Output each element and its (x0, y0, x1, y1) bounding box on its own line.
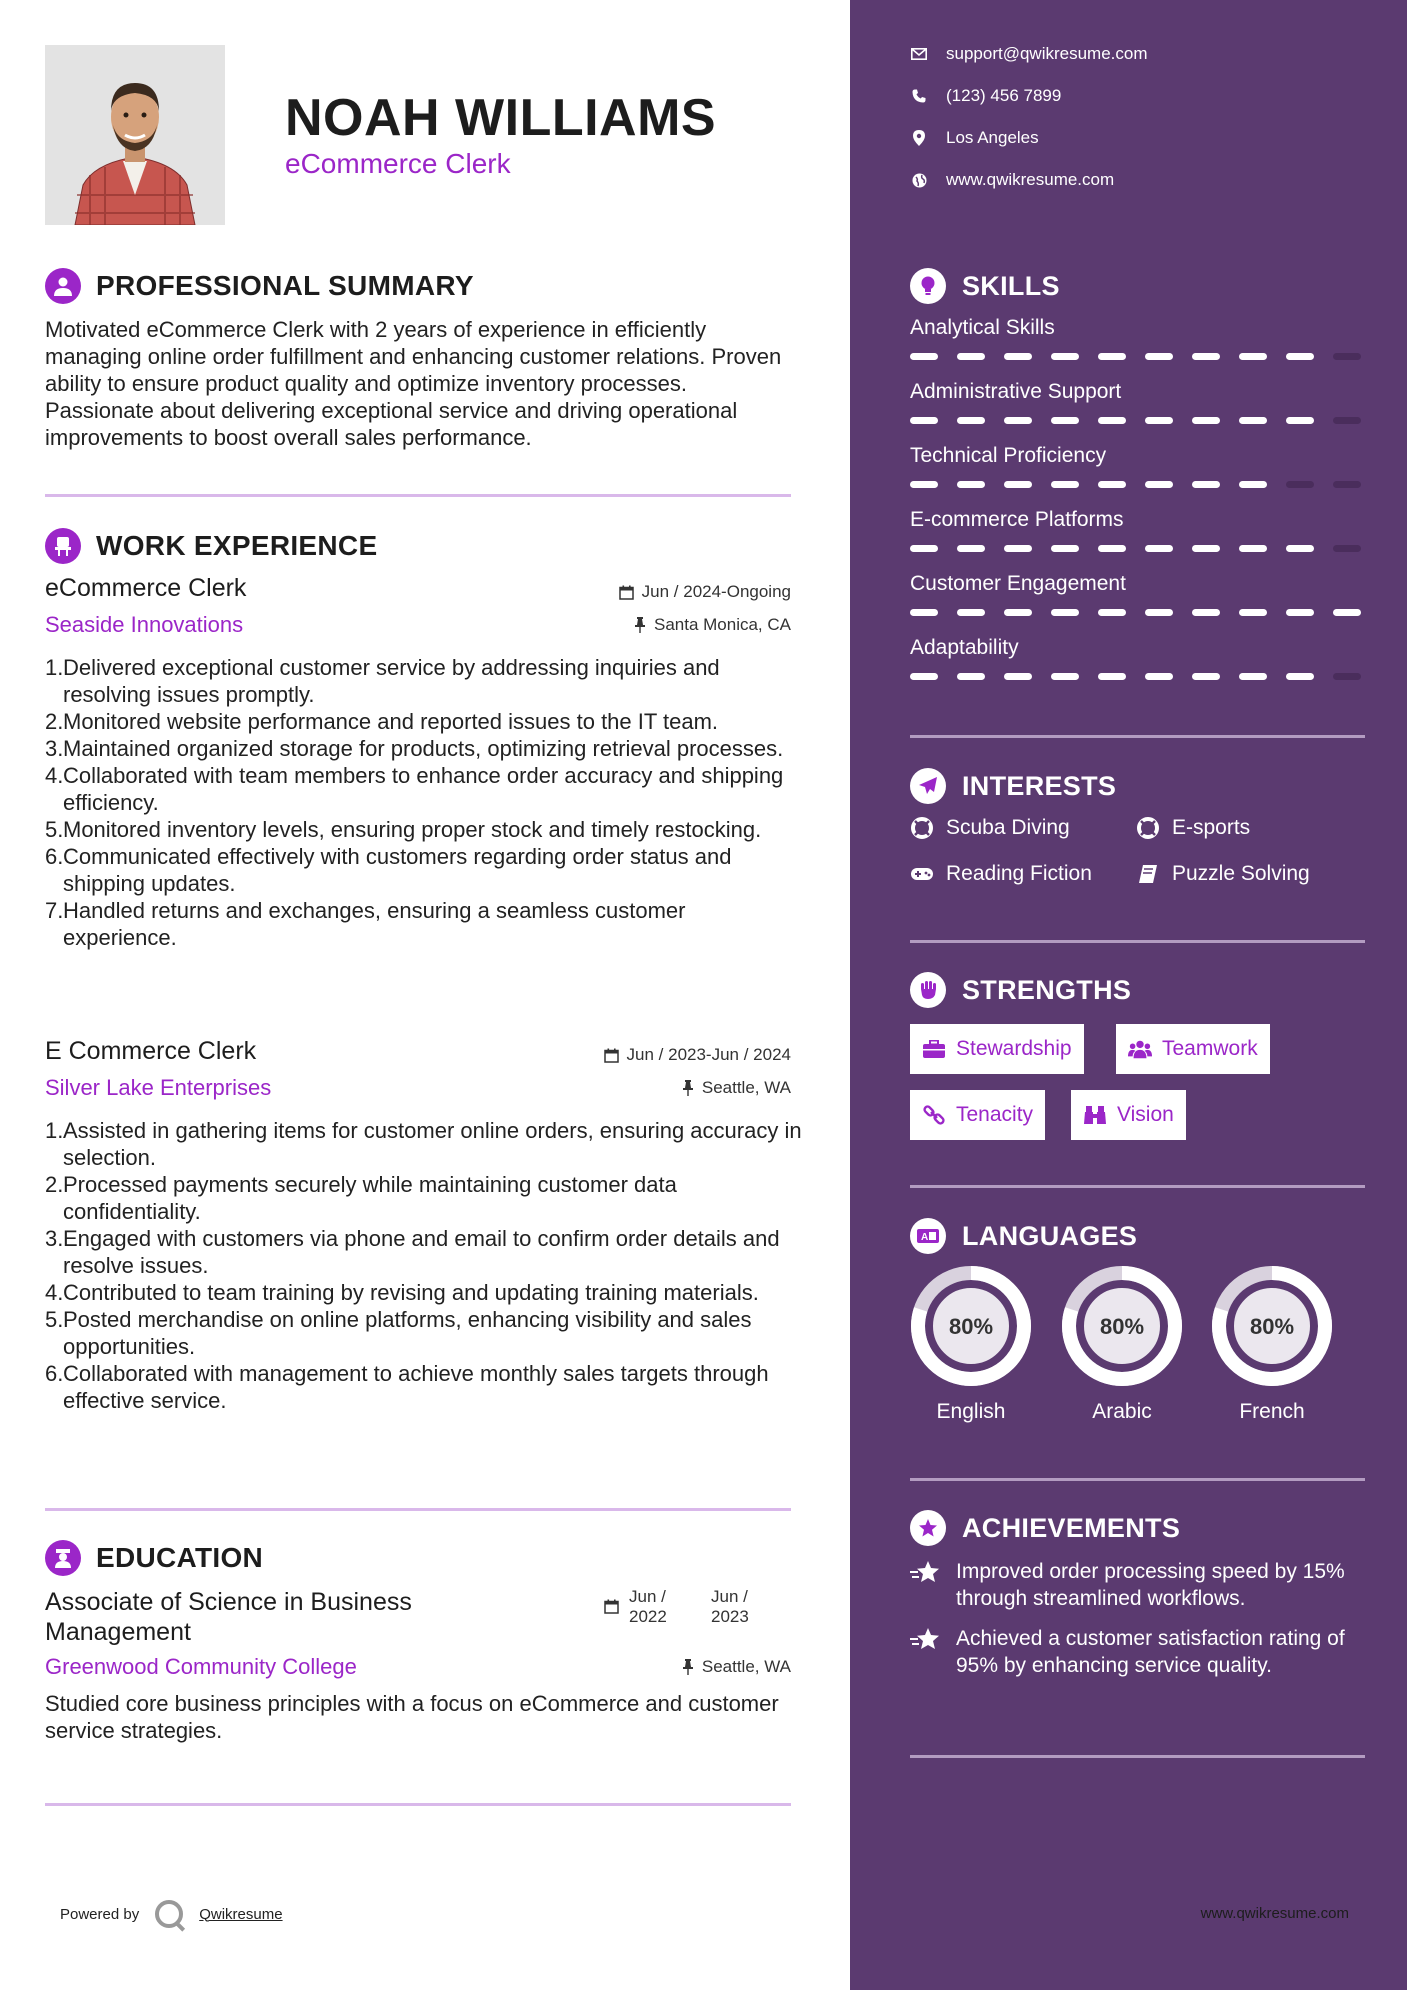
contact-email-text: support@qwikresume.com (946, 44, 1148, 63)
skill-level-dash (1286, 417, 1314, 424)
education-header (45, 1540, 263, 1576)
language-name: English (936, 1400, 1006, 1423)
envelope-icon (910, 45, 928, 63)
skill-level-dash (1192, 481, 1220, 488)
skill-level-dash (1333, 673, 1361, 680)
skill-level-dash (1239, 481, 1267, 488)
skill-level-dash (1145, 353, 1173, 360)
achievement-text: Improved order processing speed by 15% through streamlined workflows. (956, 1560, 1345, 1610)
skill-level-dash (1239, 417, 1267, 424)
users-icon (1128, 1037, 1152, 1061)
globe-icon (910, 171, 928, 189)
job-location-text: Seattle, WA (701, 1078, 791, 1097)
job-dates-text: Jun / 2023-Jun / 2024 (626, 1045, 791, 1064)
list-item: 6. Collaborated with management to achieve monthly sales targets through effective service. (45, 1361, 769, 1413)
contact-phone[interactable] (910, 86, 1061, 106)
degree-title: Associate of Science in Business Management (45, 1588, 412, 1646)
skills-title: SKILLS (962, 270, 1060, 301)
summary-title: PROFESSIONAL SUMMARY (96, 270, 474, 301)
job-dates-text: Jun / 2024-Ongoing (641, 582, 791, 601)
list-item: 3. Engaged with customers via phone and email to confirm order details and resolve issues. (45, 1226, 780, 1278)
skill-level-bar (910, 417, 1361, 424)
skill-level-dash (1145, 417, 1173, 424)
svg-text:A: A (921, 1232, 929, 1243)
skill-level-dash (957, 481, 985, 488)
section-divider (910, 1185, 1365, 1188)
sidebar (850, 0, 1407, 1990)
skill-level-dash (1098, 417, 1126, 424)
skill-level-dash (1239, 673, 1267, 680)
language-progress-ring (1061, 1265, 1183, 1387)
contact-location (910, 128, 1039, 148)
skill-level-bar (910, 609, 1361, 616)
skill-level-dash (1051, 609, 1079, 616)
school-name: Greenwood Community College (45, 1654, 357, 1679)
list-item: 1. Assisted in gathering items for customer online orders, ensuring accuracy in selection. (45, 1118, 802, 1170)
skill-level-dash (910, 545, 938, 552)
list-item: 2. Monitored website performance and reported issues to the IT team. (45, 709, 719, 734)
skill-level-dash (1004, 545, 1032, 552)
skill-level-dash (1192, 417, 1220, 424)
candidate-name: NOAH WILLIAMS (285, 89, 717, 147)
star-icon (910, 1558, 940, 1612)
list-item: 1. Delivered exceptional customer service by addressing inquiries and resolving issues promptly. (45, 655, 720, 707)
job-company: Silver Lake Enterprises (45, 1075, 272, 1100)
list-item: 4. Collaborated with team members to enhance order accuracy and shipping efficiency. (45, 763, 784, 815)
language-progress-ring (910, 1265, 1032, 1387)
pin-icon (682, 1659, 694, 1675)
person-photo-icon (45, 45, 225, 225)
briefcase-icon (922, 1037, 946, 1061)
job-location (634, 615, 791, 635)
interests-title: INTERESTS (962, 770, 1117, 801)
skill-level-dash (957, 673, 985, 680)
interest-item: Reading Fiction (910, 862, 1092, 886)
interests-header (910, 768, 1116, 804)
skill-level-bar (910, 545, 1361, 552)
powered-by (60, 1900, 283, 1928)
job-duties (45, 654, 805, 951)
section-divider (45, 1803, 791, 1806)
summary-header (45, 268, 474, 304)
job-dates (604, 1045, 791, 1065)
strengths-title: STRENGTHS (962, 974, 1132, 1005)
skill-level-dash (1098, 609, 1126, 616)
skill-level-dash (1286, 481, 1314, 488)
skill-level-dash (1333, 481, 1361, 488)
skill-level-dash (1145, 673, 1173, 680)
skill-level-dash (957, 609, 985, 616)
skill-name: Technical Proficiency (910, 444, 1107, 467)
skill-level-dash (1051, 545, 1079, 552)
language-percent: 80% (1249, 1314, 1295, 1339)
skill-level-dash (1333, 545, 1361, 552)
list-item: 5. Monitored inventory levels, ensuring proper stock and timely restocking. (45, 817, 762, 842)
skill-level-dash (1004, 417, 1032, 424)
fist-icon (910, 972, 946, 1008)
strength-tag: Tenacity (910, 1090, 1045, 1140)
skill-level-bar (910, 353, 1361, 360)
star-badge-icon (910, 1510, 946, 1546)
contact-location-text: Los Angeles (946, 128, 1039, 147)
skill-level-dash (1098, 353, 1126, 360)
skill-level-dash (1239, 353, 1267, 360)
strength-tag: Teamwork (1116, 1024, 1270, 1074)
education-description: Studied core business principles with a focus on eCommerce and customer service strategies. (45, 1691, 779, 1743)
skill-level-dash (1145, 545, 1173, 552)
translate-icon (910, 1218, 946, 1254)
lifebuoy-icon (910, 816, 934, 840)
lightbulb-icon (910, 268, 946, 304)
language-name: Arabic (1092, 1400, 1152, 1423)
binoculars-icon (1083, 1103, 1107, 1127)
candidate-role: eCommerce Clerk (285, 148, 511, 179)
languages-header (910, 1218, 1137, 1254)
section-divider (45, 494, 791, 497)
skill-level-dash (1004, 673, 1032, 680)
skill-level-dash (1333, 609, 1361, 616)
education-location-text: Seattle, WA (701, 1657, 791, 1676)
list-item: 5. Posted merchandise on online platforms, enhancing visibility and sales opportunities. (45, 1307, 752, 1359)
skill-level-dash (1004, 609, 1032, 616)
footer-website[interactable]: www.qwikresume.com (1200, 1905, 1349, 1922)
profile-photo (45, 45, 225, 225)
calendar-icon (604, 1048, 619, 1063)
contact-website-text: www.qwikresume.com (946, 170, 1115, 189)
list-item: 4. Contributed to team training by revising and updating training materials. (45, 1280, 759, 1305)
list-item: 2. Processed payments securely while maintaining customer data confidentiality. (45, 1172, 677, 1224)
strength-tag: Stewardship (910, 1024, 1084, 1074)
skill-level-bar (910, 673, 1361, 680)
summary-text: Motivated eCommerce Clerk with 2 years of experience in efficiently managing online order fulfillment and enhancing customer relations. Proven ability to ensure product quality and optimize inventory processes. Passionate about delivering exceptional service and driving operational improvements to boost overall sales performance. (45, 317, 782, 450)
skill-name: Administrative Support (910, 380, 1122, 403)
section-divider (910, 940, 1365, 943)
skill-level-dash (1145, 481, 1173, 488)
achievement-text: Achieved a customer satisfaction rating of 95% by enhancing service quality. (956, 1627, 1345, 1677)
skill-level-dash (910, 417, 938, 424)
job-title: E Commerce Clerk (45, 1037, 257, 1065)
skill-level-dash (1239, 545, 1267, 552)
language-item (1061, 1265, 1183, 1424)
education-location (682, 1657, 791, 1677)
achievement-item (910, 1625, 1350, 1679)
skill-level-dash (910, 353, 938, 360)
job-location (682, 1078, 791, 1098)
qwikresume-logo-icon (155, 1900, 183, 1928)
skill-level-dash (1286, 609, 1314, 616)
skill-level-dash (910, 609, 938, 616)
lifebuoy-icon (1136, 816, 1160, 840)
skill-level-dash (910, 481, 938, 488)
skill-level-bar (910, 481, 1361, 488)
skill-level-dash (1004, 481, 1032, 488)
strengths-header (910, 972, 1131, 1008)
skill-level-dash (957, 545, 985, 552)
section-divider (910, 1755, 1365, 1758)
skill-level-dash (1051, 481, 1079, 488)
interest-item: E-sports (1136, 816, 1250, 840)
job-duties (45, 1117, 805, 1414)
interest-item: Puzzle Solving (1136, 862, 1310, 886)
skill-level-dash (1192, 609, 1220, 616)
section-divider (45, 1508, 791, 1511)
skill-level-dash (1145, 609, 1173, 616)
skill-level-dash (1004, 353, 1032, 360)
user-icon (45, 268, 81, 304)
job-company: Seaside Innovations (45, 612, 244, 637)
skill-level-dash (1286, 545, 1314, 552)
language-progress-ring (1211, 1265, 1333, 1387)
skill-name: Customer Engagement (910, 572, 1126, 595)
job-title: eCommerce Clerk (45, 574, 247, 602)
education-title: EDUCATION (96, 1542, 264, 1573)
job-dates (619, 582, 791, 602)
skill-name: E-commerce Platforms (910, 508, 1124, 531)
section-divider (910, 735, 1365, 738)
skill-level-dash (1333, 417, 1361, 424)
list-item: 7. Handled returns and exchanges, ensuring a seamless customer experience. (45, 898, 686, 950)
section-divider (910, 1478, 1365, 1481)
skill-level-dash (957, 417, 985, 424)
skill-level-dash (1192, 545, 1220, 552)
skill-level-dash (1051, 417, 1079, 424)
list-item: 3. Maintained organized storage for products, optimizing retrieval processes. (45, 736, 784, 761)
skill-level-dash (957, 353, 985, 360)
language-item (1211, 1265, 1333, 1424)
education-dates (604, 1587, 749, 1627)
skill-name: Analytical Skills (910, 316, 1055, 339)
achievement-item (910, 1558, 1350, 1612)
map-pin-icon (910, 129, 928, 147)
education-end: Jun / 2023 (711, 1587, 749, 1626)
list-item: 6. Communicated effectively with customers regarding order status and shipping updates. (45, 844, 732, 896)
job-location-text: Santa Monica, CA (653, 615, 791, 634)
skill-level-dash (1239, 609, 1267, 616)
skill-level-dash (1098, 545, 1126, 552)
contact-website[interactable] (910, 170, 1114, 190)
skill-level-dash (1051, 673, 1079, 680)
skill-level-dash (1286, 353, 1314, 360)
book-icon (1136, 862, 1160, 886)
work-title: WORK EXPERIENCE (96, 530, 378, 561)
pin-icon (634, 617, 646, 633)
star-icon (910, 1625, 940, 1679)
skill-level-dash (1051, 353, 1079, 360)
strength-tag: Vision (1071, 1090, 1186, 1140)
skill-level-dash (1192, 353, 1220, 360)
interest-item: Scuba Diving (910, 816, 1070, 840)
skill-level-dash (1333, 353, 1361, 360)
skills-header (910, 268, 1060, 304)
skill-level-dash (1286, 673, 1314, 680)
link-icon (922, 1103, 946, 1127)
powered-by-label: Powered by (60, 1905, 140, 1923)
work-header (45, 528, 377, 564)
calendar-icon (604, 1599, 619, 1614)
language-item (910, 1265, 1032, 1424)
skill-level-dash (1192, 673, 1220, 680)
language-name: French (1239, 1400, 1305, 1423)
skill-name: Adaptability (910, 636, 1019, 659)
skill-level-dash (1098, 673, 1126, 680)
graduate-icon (45, 1540, 81, 1576)
skill-level-dash (1098, 481, 1126, 488)
achievements-title: ACHIEVEMENTS (962, 1512, 1181, 1543)
contact-email[interactable] (910, 44, 1148, 64)
achievements-header (910, 1510, 1180, 1546)
phone-icon (910, 87, 928, 105)
calendar-icon (619, 585, 634, 600)
qwikresume-link[interactable]: Qwikresume (199, 1905, 283, 1923)
language-percent: 80% (1099, 1314, 1145, 1339)
languages-title: LANGUAGES (962, 1220, 1138, 1251)
pin-icon (682, 1080, 694, 1096)
language-percent: 80% (948, 1314, 994, 1339)
gamepad-icon (910, 862, 934, 886)
chair-icon (45, 528, 81, 564)
paper-plane-icon (910, 768, 946, 804)
skill-level-dash (910, 673, 938, 680)
education-start: Jun / 2022 (629, 1587, 667, 1626)
contact-phone-text: (123) 456 7899 (946, 86, 1062, 105)
